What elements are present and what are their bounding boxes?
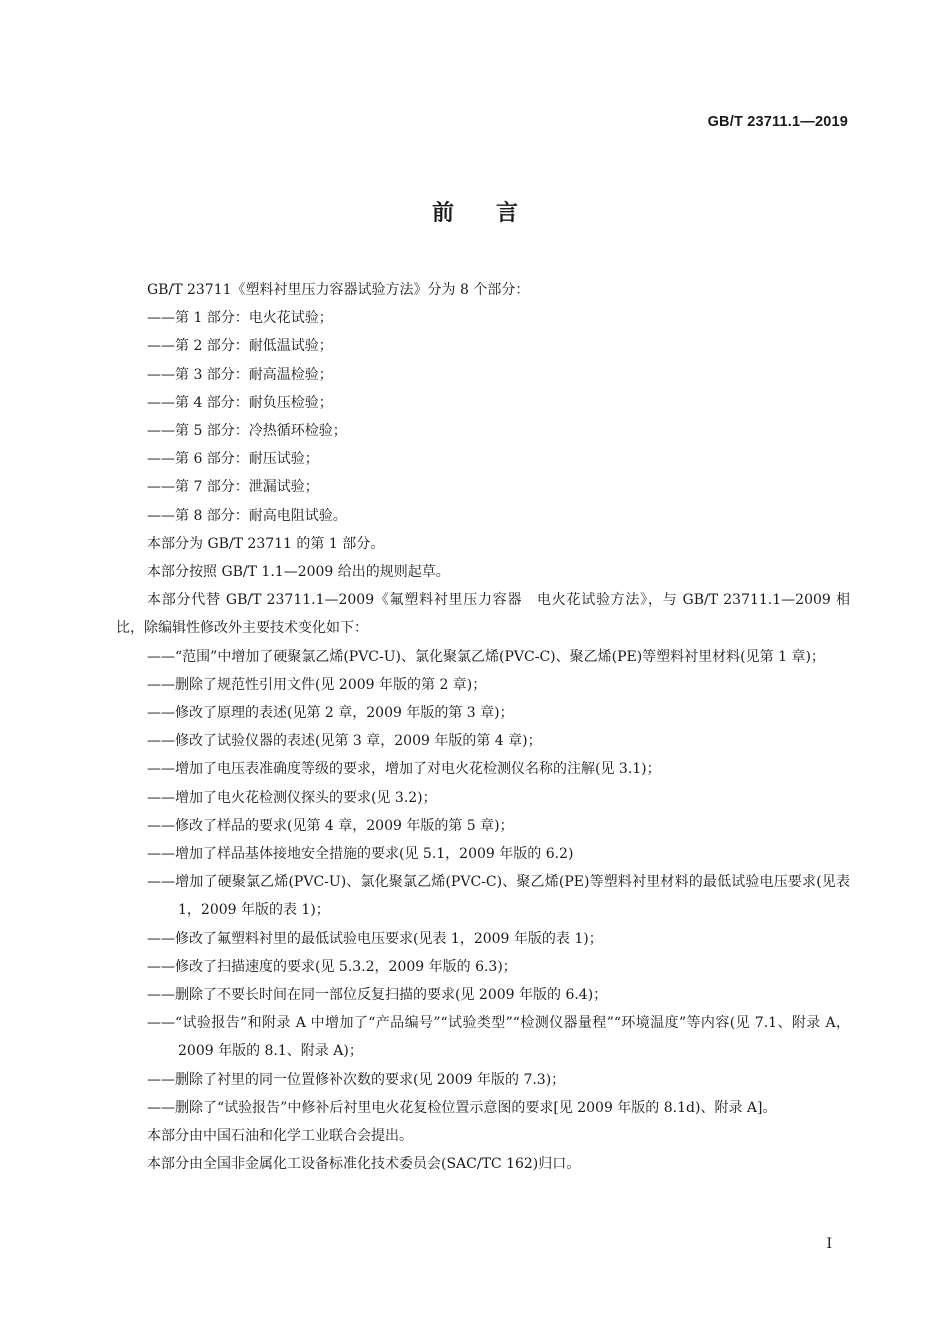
change-item: ——增加了硬聚氯乙烯(PVC-U)、氯化聚氯乙烯(PVC-C)、聚乙烯(PE)等塑料衬里材料的最低试验电压要求(见表 1，2009 年版的表 1)； (147, 874, 850, 919)
part-item-5: ——第 5 部分：冷热循环检验； (147, 423, 347, 440)
change-item: ——删除了“试验报告”中修补后衬里电火花复检位置示意图的要求[见 2009 年版的 8.1d)、附录 A]。 (147, 1099, 777, 1116)
standard-code: GB/T 23711.1—2019 (707, 114, 848, 130)
change-item: ——修改了氟塑料衬里的最低试验电压要求(见表 1，2009 年版的表 1)； (147, 930, 603, 947)
change-item: ——修改了原理的表述(见第 2 章，2009 年版的第 3 章)； (147, 705, 514, 722)
part-statement: 本部分为 GB/T 23711 的第 1 部分。 (147, 535, 385, 552)
changes-list (116, 643, 850, 1122)
change-item: ——删除了衬里的同一位置修补次数的要求(见 2009 年版的 7.3)； (147, 1071, 566, 1088)
change-item: ——“范围”中增加了硬聚氯乙烯(PVC-U)、氯化聚氯乙烯(PVC-C)、聚乙烯(PE)等塑料衬里材料(见第 1 章)； (147, 648, 825, 665)
parts-list (116, 304, 850, 530)
replaces-paragraph: 本部分代替 GB/T 23711.1—2009《氟塑料衬里压力容器 电火花试验方法》，与 GB/T 23711.1—2009 相比，除编辑性修改外主要技术变化如下： (116, 592, 850, 637)
proposed-by: 本部分由中国石油和化学工业联合会提出。 (147, 1128, 413, 1145)
change-item: ——“试验报告”和附录 A 中增加了“产品编号”“试验类型”“检测仪器量程”“环境温度”等内容(见 7.1、附录 A，2009 年版的 8.1、附录 A)； (147, 1015, 850, 1060)
change-item: ——修改了样品的要求(见第 4 章，2009 年版的第 5 章)； (147, 817, 514, 834)
page-number: I (826, 1236, 832, 1252)
change-item: ——修改了扫描速度的要求(见 5.3.2，2009 年版的 6.3)； (147, 958, 517, 975)
document-body (116, 276, 850, 1179)
part-item-6: ——第 6 部分：耐压试验； (147, 451, 319, 468)
part-item-3: ——第 3 部分：耐高温检验； (147, 366, 333, 383)
part-item-7: ——第 7 部分：泄漏试验； (147, 479, 319, 496)
change-item: ——修改了试验仪器的表述(见第 3 章，2009 年版的第 4 章)； (147, 733, 542, 750)
part-item-2: ——第 2 部分：耐低温试验； (147, 338, 333, 355)
change-item: ——删除了不要长时间在同一部位反复扫描的要求(见 2009 年版的 6.4)； (147, 987, 608, 1004)
change-item: ——删除了规范性引用文件(见 2009 年版的第 2 章)； (147, 676, 487, 693)
drafting-rule: 本部分按照 GB/T 1.1—2009 给出的规则起草。 (147, 564, 450, 581)
page-title: 前言 (431, 201, 560, 226)
change-item: ——增加了电火花检测仪探头的要求(见 3.2)； (147, 789, 437, 806)
change-item: ——增加了电压表准确度等级的要求，增加了对电火花检测仪名称的注解(见 3.1)； (147, 761, 661, 778)
part-item-8: ——第 8 部分：耐高电阻试验。 (147, 507, 347, 524)
intro-paragraph: GB/T 23711《塑料衬里压力容器试验方法》分为 8 个部分： (147, 282, 530, 298)
part-item-4: ——第 4 部分：耐负压检验； (147, 394, 333, 411)
centralized-by: 本部分由全国非金属化工设备标准化技术委员会(SAC/TC 162)归口。 (147, 1156, 581, 1173)
part-item-1: ——第 1 部分：电火花试验； (147, 310, 333, 327)
change-item: ——增加了样品基体接地安全措施的要求(见 5.1，2009 年版的 6.2) (147, 846, 574, 863)
